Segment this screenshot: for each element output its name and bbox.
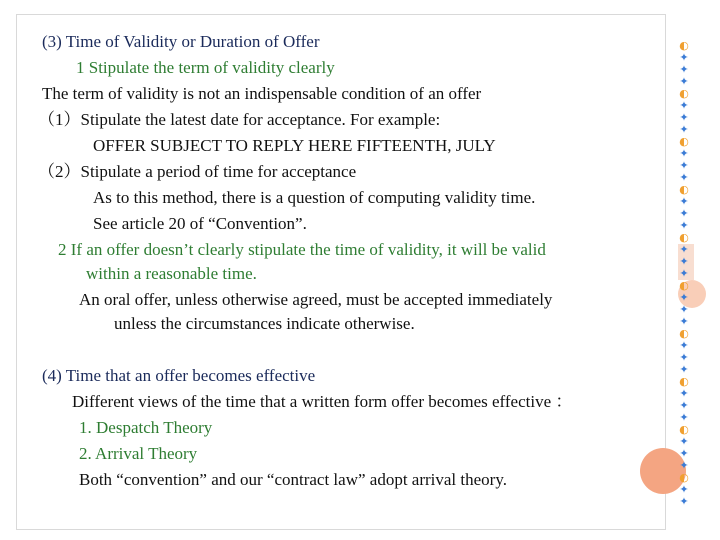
border-ornament-icon: ◐ (679, 231, 689, 244)
border-ornament-icon: ✦ (679, 243, 689, 256)
border-ornament-icon: ◐ (679, 423, 689, 436)
border-ornament-icon: ✦ (679, 219, 689, 232)
border-ornament-icon: ◐ (679, 183, 689, 196)
section3-oral-line1: An oral offer, unless otherwise agreed, must be accepted immediately (79, 290, 553, 309)
section3-oral-line2: unless the circumstances indicate otherwise. (114, 314, 415, 333)
border-ornament-icon: ✦ (679, 147, 689, 160)
border-ornament-icon: ◐ (679, 135, 689, 148)
section3-heading: (3) Time of Validity or Duration of Offer (42, 32, 320, 51)
border-ornament-icon: ◐ (679, 39, 689, 52)
border-ornament-icon: ✦ (679, 291, 689, 304)
border-ornament-icon: ✦ (679, 495, 689, 508)
border-ornament-icon: ✦ (679, 399, 689, 412)
border-ornament-icon: ✦ (679, 483, 689, 496)
section4-conclusion: Both “convention” and our “contract law” adopt arrival theory. (79, 470, 507, 489)
section4-theory1: 1. Despatch Theory (79, 418, 213, 437)
border-ornament-icon: ✦ (679, 411, 689, 424)
border-ornament-icon: ◐ (679, 471, 689, 484)
section3-item1: （1）Stipulate the latest date for acceptance. For example: (38, 110, 441, 129)
border-ornament-icon: ✦ (679, 195, 689, 208)
section4-intro: Different views of the time that a written form offer becomes effective ： (72, 392, 573, 411)
border-ornament-icon: ◐ (679, 279, 689, 292)
border-ornament-icon: ✦ (679, 351, 689, 364)
section3-item1-example: OFFER SUBJECT TO REPLY HERE FIFTEENTH, JULY (93, 136, 496, 155)
border-ornament-icon: ✦ (679, 459, 689, 472)
section3-point2-line1: 2 If an offer doesn’t clearly stipulate the time of validity, it will be valid (58, 240, 546, 259)
border-ornament-icon: ✦ (679, 267, 689, 280)
border-ornament-icon: ✦ (679, 303, 689, 316)
border-ornament-icon: ✦ (679, 171, 689, 184)
section4-heading: (4) Time that an offer becomes effective (42, 366, 316, 385)
border-ornament-icon: ✦ (679, 207, 689, 220)
border-ornament-icon: ✦ (679, 435, 689, 448)
border-ornament-icon: ◐ (679, 327, 689, 340)
section3-point2-line2: within a reasonable time. (86, 264, 257, 283)
section3-line-a: The term of validity is not an indispensable condition of an offer (42, 84, 482, 103)
border-ornament-icon: ✦ (679, 363, 689, 376)
border-ornament-icon: ✦ (679, 63, 689, 76)
border-ornament-icon: ✦ (679, 255, 689, 268)
decorative-pattern-strip (676, 40, 692, 518)
border-ornament-icon: ✦ (679, 447, 689, 460)
section3-item2-ref: See article 20 of “Convention”. (93, 214, 307, 233)
border-ornament-icon: ✦ (679, 111, 689, 124)
border-ornament-icon: ✦ (679, 339, 689, 352)
border-ornament-icon: ✦ (679, 51, 689, 64)
section3-item2-note: As to this method, there is a question of computing validity time. (93, 188, 536, 207)
section4-theory2: 2. Arrival Theory (79, 444, 198, 463)
border-ornament-icon: ✦ (679, 99, 689, 112)
border-ornament-icon: ✦ (679, 75, 689, 88)
border-ornament-icon: ✦ (679, 159, 689, 172)
section3-item2: （2）Stipulate a period of time for acceptance (38, 162, 357, 181)
border-ornament-icon: ◐ (679, 87, 689, 100)
border-ornament-icon: ✦ (679, 123, 689, 136)
border-ornament-icon: ◐ (679, 375, 689, 388)
section3-point1: 1 Stipulate the term of validity clearly (76, 58, 335, 77)
border-ornament-icon: ✦ (679, 315, 689, 328)
border-ornament-icon: ✦ (679, 387, 689, 400)
